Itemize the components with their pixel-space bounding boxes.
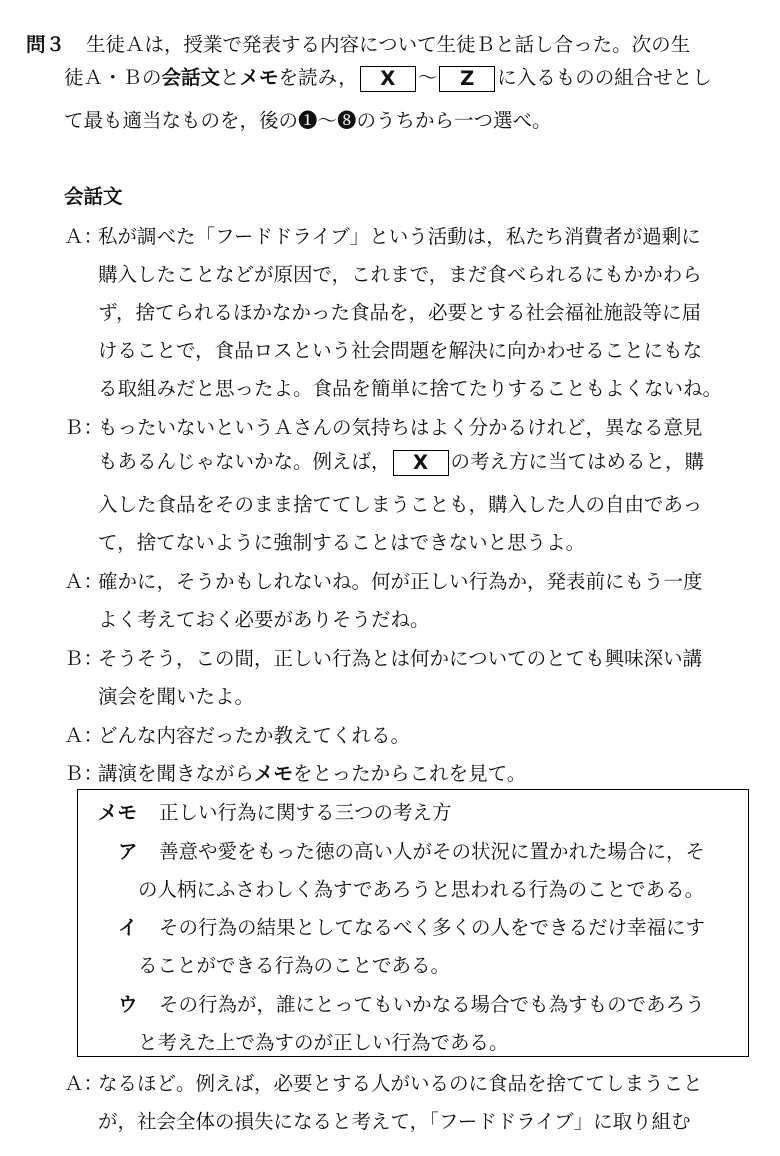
dialogue-line-part: 講演を聞きながら [98,762,255,785]
dialogue-line: 確かに，そうかもしれないね。何が正しい行為か，発表前にもう一度 [98,570,703,593]
question-line-2f: に入るものの組合せとし [497,66,712,89]
question-line-2c: と [220,66,240,89]
memo-title: 正しい行為に関する三つの考え方 [159,801,452,824]
dialogue-line: ず，捨てられるほかなかった食品を，必要とする社会福祉施設等に届 [98,301,701,324]
speaker-b: Ｂ： [64,647,104,670]
dialogue-line: もったいないというＡさんの気持ちはよく分かるけれど，異なる意見 [98,416,703,439]
memo-item-mark: イ [118,916,138,939]
question-line-1: 生徒Ａは，授業で発表する内容について生徒Ｂと話し合った。次の生 [86,33,691,56]
dialogue-line-part: をとったからこれを見て。 [293,762,527,785]
dialogue-ref: 会話文 [161,66,221,89]
dialogue-line: どんな内容だったか教えてくれる。 [98,724,411,747]
blank-box-z: Z [439,66,495,92]
speaker-a: Ａ： [64,570,104,593]
memo-item-line: その行為の結果としてなるべく多くの人をできるだけ幸福にす [159,916,706,939]
dialogue-line: なるほど。例えば，必要とする人がいるのに食品を捨ててしまうこと [98,1072,703,1095]
dialogue-heading: 会話文 [64,185,123,208]
dialogue-line: 演会を聞いたよ。 [98,685,255,708]
speaker-a: Ａ： [64,724,104,747]
dialogue-line: 私が調べた「フードドライブ」という活動は，私たち消費者が過剰に [98,225,701,248]
speaker-a: Ａ： [64,225,104,248]
question-line-2a: 徒Ａ・Ｂの [64,66,162,89]
dialogue-line: 入した食品をそのまま捨ててしまうことも，購入した人の自由であっ [98,493,703,516]
question-line-2 [64,64,712,92]
speaker-b: Ｂ： [64,762,104,785]
memo-item-line: 善意や愛をもった徳の高い人がその状況に置かれた場合に，そ [159,840,706,863]
dialogue-line [98,758,526,786]
speaker-a: Ａ： [64,1072,104,1095]
dialogue-line: て，捨てないように強制することはできないと思うよ。 [98,531,586,554]
memo-item-line: その行為が，誰にとってもいかなる場合でも為すものであろう [159,993,705,1016]
memo-item-line: と考えた上で為すのが正しい行為である。 [138,1031,509,1054]
dialogue-line-part: もあるんじゃないかな。例えば， [98,450,391,473]
blank-box-x: X [360,66,416,92]
dialogue-line-with-blank [98,448,704,476]
memo-item-mark: ア [118,840,138,863]
tilde: 〜 [417,66,438,89]
question-line-2e: を読み， [278,66,358,89]
dialogue-line: る取組みだと思ったよ。食品を簡単に捨てたりすることもよくないね。 [98,377,723,400]
question-line-3: て最も適当なものを，後の➊〜➑のうちから一つ選べ。 [64,109,552,132]
memo-label: メモ [98,801,138,824]
dialogue-line: けることで，食品ロスという社会問題を解決に向かわせることにもな [98,339,703,362]
speaker-b: Ｂ： [64,416,104,439]
dialogue-line: よく考えておく必要がありそうだね。 [98,608,430,631]
memo-item-mark: ウ [118,993,138,1016]
dialogue-line: そうそう，この間，正しい行為とは何かについてのとても興味深い講 [98,647,703,670]
dialogue-line: が，社会全体の損失になると考えて，「フードドライブ」に取り組む [98,1110,691,1133]
memo-ref: メモ [239,66,279,89]
memo-ref: メモ [254,762,294,785]
dialogue-line-part: の考え方に当てはめると，購 [450,450,705,473]
blank-box-x: X [393,450,449,476]
question-number: 問３ [26,33,66,56]
memo-item-line: ることができる行為のことである。 [138,954,451,977]
dialogue-line: 購入したことなどが原因で，これまで，まだ食べられるにもかかわら [98,263,702,286]
memo-item-line: の人柄にふさわしく為すであろうと思われる行為のことである。 [138,878,705,901]
